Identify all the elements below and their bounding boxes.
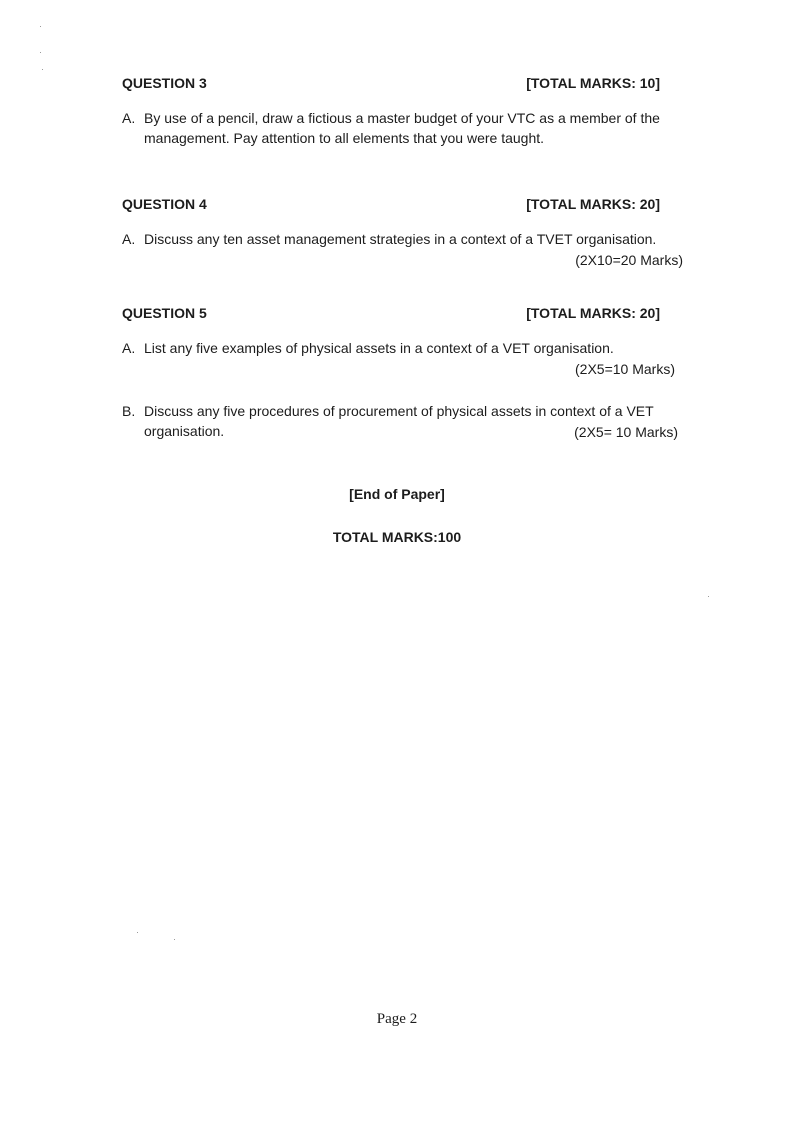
item-letter: A. — [122, 110, 136, 126]
question-4-title: QUESTION 4 — [122, 196, 207, 212]
question-5-total-marks: [TOTAL MARKS: 20] — [526, 305, 660, 321]
scan-speck — [40, 26, 41, 27]
scan-speck — [137, 932, 138, 933]
question-5-item-a-marks: (2X5=10 Marks) — [575, 361, 675, 377]
item-letter: B. — [122, 403, 136, 419]
question-3-title: QUESTION 3 — [122, 75, 207, 91]
item-letter: A. — [122, 340, 136, 356]
page-number: Page 2 — [376, 1011, 418, 1027]
question-3-total-marks: [TOTAL MARKS: 10] — [526, 75, 660, 91]
scan-speck — [42, 69, 43, 70]
question-4-header — [122, 196, 660, 216]
question-3-header — [122, 75, 660, 95]
question-5-header — [122, 305, 660, 325]
item-text-line-1: By use of a pencil, draw a fictious a master budget of your VTC as a member of the — [144, 110, 660, 126]
item-text: Discuss any ten asset management strategies in a context of a TVET organisation. — [144, 231, 657, 247]
question-5-item-b-marks: (2X5= 10 Marks) — [574, 424, 678, 440]
item-text: List any five examples of physical assets in a context of a VET organisation. — [144, 340, 614, 356]
scan-speck — [40, 52, 41, 53]
scan-speck — [174, 939, 175, 940]
item-text-line-2: organisation. — [144, 423, 225, 439]
question-4-item-a-marks: (2X10=20 Marks) — [575, 252, 683, 268]
question-4-total-marks: [TOTAL MARKS: 20] — [526, 196, 660, 212]
scan-speck — [708, 596, 709, 597]
item-text-line-1: Discuss any five procedures of procurement of physical assets in context of a VET — [144, 403, 654, 419]
question-5-title: QUESTION 5 — [122, 305, 207, 321]
total-marks: TOTAL MARKS:100 — [332, 529, 462, 545]
item-text — [144, 108, 684, 148]
item-text-line-2: management. Pay attention to all elements that you were taught. — [144, 130, 545, 146]
item-letter: A. — [122, 231, 136, 247]
end-of-paper: [End of Paper] — [349, 486, 445, 502]
